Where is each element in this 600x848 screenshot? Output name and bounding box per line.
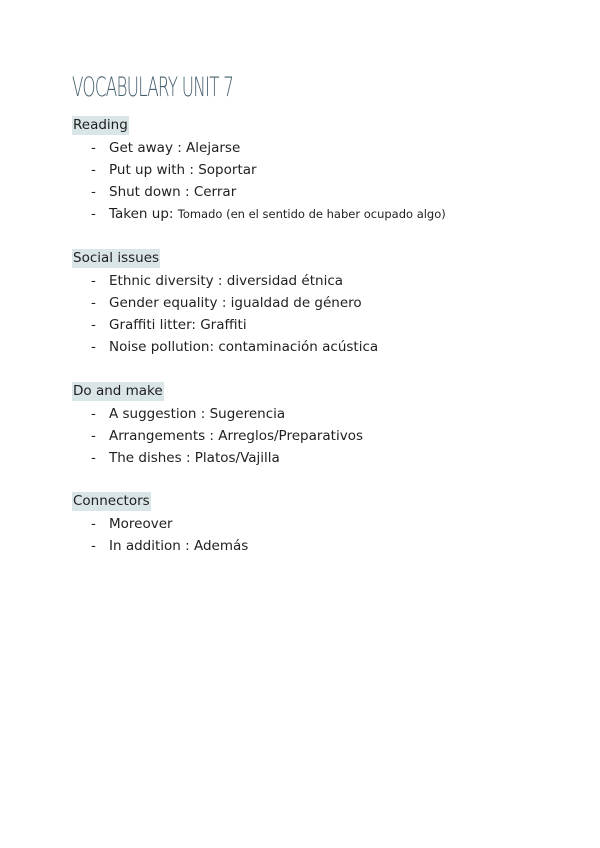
- list-item: [72, 535, 249, 557]
- list-item: [72, 270, 344, 292]
- list-item: [72, 314, 247, 336]
- page-title: VOCABULARY UNIT 7: [72, 72, 234, 103]
- list-item: [72, 513, 173, 535]
- section-do-and-make: [72, 380, 363, 469]
- list-dash: -: [91, 428, 96, 444]
- list-item: [72, 137, 241, 159]
- list-dash: -: [91, 339, 96, 355]
- list-dash: -: [91, 206, 96, 222]
- vocab-entry: Ethnic diversity : diversidad étnica: [109, 273, 344, 289]
- list-dash: -: [91, 273, 96, 289]
- list-dash: -: [91, 162, 96, 178]
- vocab-entry: Shut down : Cerrar: [109, 184, 237, 200]
- section-reading: [72, 114, 446, 225]
- section-heading: Reading: [73, 117, 128, 133]
- vocab-term: Taken up:: [109, 206, 178, 222]
- section-heading: Connectors: [73, 493, 150, 509]
- list-dash: -: [91, 184, 96, 200]
- vocab-entry: Arrangements : Arreglos/Preparativos: [109, 428, 363, 444]
- list-item: [72, 336, 379, 358]
- vocab-list: [72, 403, 363, 469]
- vocab-entry: Moreover: [109, 516, 173, 532]
- list-item: [72, 403, 286, 425]
- list-dash: -: [91, 295, 96, 311]
- vocab-entry: The dishes : Platos/Vajilla: [109, 450, 280, 466]
- list-dash: -: [91, 317, 96, 333]
- list-item: [72, 181, 237, 203]
- vocab-entry: Noise pollution: contaminación acústica: [109, 339, 379, 355]
- list-item: [72, 447, 280, 469]
- vocab-entry-with-note: [109, 203, 446, 225]
- list-item: [72, 425, 363, 447]
- vocab-entry: Gender equality : igualdad de género: [109, 295, 362, 311]
- vocab-list: [72, 513, 249, 557]
- vocab-list: [72, 137, 446, 225]
- vocab-entry: In addition : Además: [109, 538, 249, 554]
- section-heading: Social issues: [73, 250, 160, 266]
- vocab-entry: Graffiti litter: Graffiti: [109, 317, 247, 333]
- list-dash: -: [91, 538, 96, 554]
- list-item: [72, 292, 362, 314]
- list-dash: -: [91, 406, 96, 422]
- vocab-entry: Put up with : Soportar: [109, 162, 257, 178]
- vocab-entry: A suggestion : Sugerencia: [109, 406, 286, 422]
- list-dash: -: [91, 450, 96, 466]
- list-item: [72, 159, 257, 181]
- section-social-issues: [72, 247, 379, 358]
- section-connectors: [72, 490, 249, 557]
- list-dash: -: [91, 516, 96, 532]
- vocab-note: Tomado (en el sentido de haber ocupado algo): [177, 207, 446, 221]
- vocab-entry: Get away : Alejarse: [109, 140, 241, 156]
- section-heading: Do and make: [73, 383, 163, 399]
- list-item: [72, 203, 446, 225]
- list-dash: -: [91, 140, 96, 156]
- vocab-list: [72, 270, 379, 358]
